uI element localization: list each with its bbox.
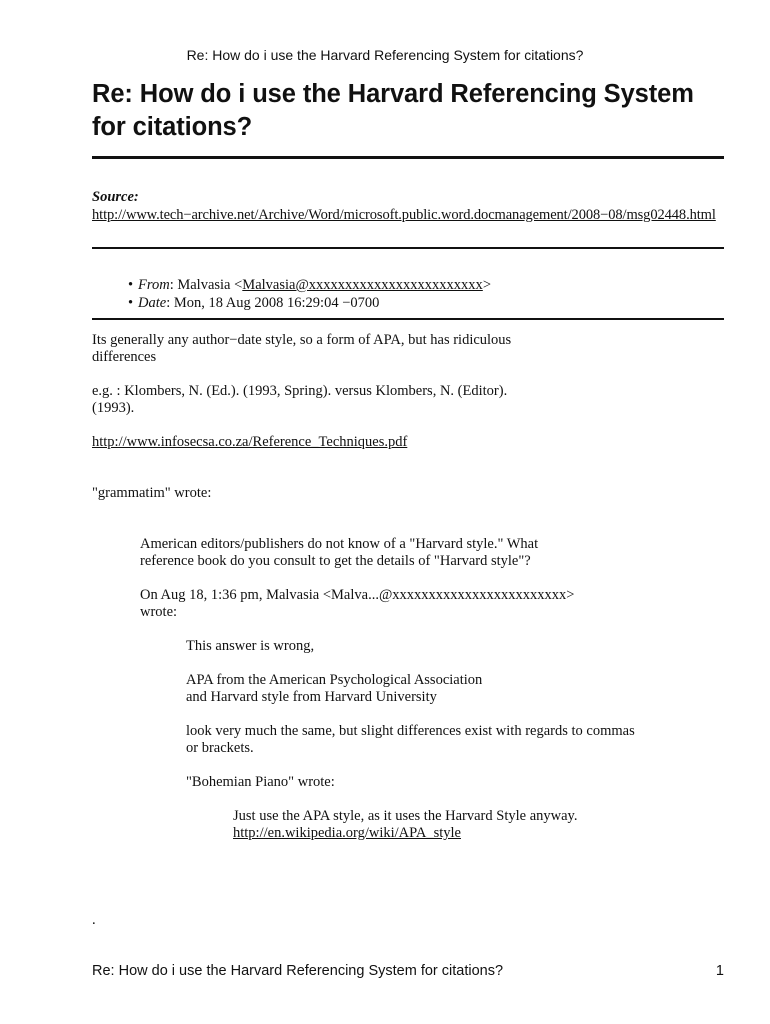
paragraph-line: wrote: xyxy=(140,604,178,620)
bullet-icon: • xyxy=(128,277,134,293)
paragraph-line: On Aug 18, 1:36 pm, Malvasia <Malva...@xxxxxxxxxxxxxxxxxxxxxxxx> xyxy=(140,587,575,603)
paragraph-line: or brackets. xyxy=(186,740,254,756)
page-number: 1 xyxy=(715,963,724,979)
paragraph-line: differences xyxy=(92,349,157,365)
meta-divider xyxy=(92,318,724,320)
reference-techniques-link[interactable]: http://www.infosecsa.co.za/Reference_Techniques.pdf xyxy=(92,434,408,450)
quote-attribution: "grammatim" wrote: xyxy=(92,485,212,501)
from-name: Malvasia < xyxy=(177,277,243,293)
page-title-line-1: Re: How do i use the Harvard Referencing System xyxy=(92,80,694,108)
page-title xyxy=(92,76,724,144)
paragraph xyxy=(140,587,724,621)
date-label: Date xyxy=(138,295,167,311)
paragraph-line: APA from the American Psychological Association xyxy=(186,672,483,688)
paragraph xyxy=(186,672,724,706)
message-meta xyxy=(92,276,724,312)
title-divider xyxy=(92,156,724,159)
paragraph xyxy=(92,434,724,451)
paragraph xyxy=(140,536,724,570)
quote-level-2 xyxy=(186,638,724,842)
quote-level-3 xyxy=(233,808,724,842)
message-text xyxy=(92,332,724,929)
meta-date: • Date: Mon, 18 Aug 2008 16:29:04 −0700 xyxy=(128,295,380,311)
source-label: Source: xyxy=(92,189,139,205)
paragraph-line: Its generally any author−date style, so a form of APA, but has ridiculous xyxy=(92,332,512,348)
paragraph: This answer is wrong, xyxy=(186,638,315,654)
paragraph xyxy=(92,332,724,366)
running-header: Re: How do i use the Harvard Referencing System for citations? xyxy=(186,47,584,63)
paragraph-line: reference book do you consult to get the details of "Harvard style"? xyxy=(140,553,531,569)
trailing-dot: . xyxy=(92,912,96,928)
source-block xyxy=(92,188,724,224)
paragraph xyxy=(186,723,724,757)
document-body xyxy=(92,76,724,929)
date-value: Mon, 18 Aug 2008 16:29:04 −0700 xyxy=(173,295,380,311)
source-link[interactable]: http://www.tech−archive.net/Archive/Word/microsoft.public.word.docmanagement/2008−08/msg02448.html xyxy=(92,207,716,223)
footer-title: Re: How do i use the Harvard Referencing System for citations? xyxy=(92,963,504,979)
bullet-icon: • xyxy=(128,295,134,311)
from-close: > xyxy=(482,277,491,293)
from-email-link[interactable]: Malvasia@xxxxxxxxxxxxxxxxxxxxxxxx xyxy=(242,277,483,293)
paragraph-line: and Harvard style from Harvard University xyxy=(186,689,437,705)
paragraph-line: look very much the same, but slight differences exist with regards to commas xyxy=(186,723,635,739)
source-divider xyxy=(92,247,724,249)
page-footer xyxy=(92,963,724,979)
paragraph xyxy=(92,383,724,417)
meta-from: • From: Malvasia <Malvasia@xxxxxxxxxxxxxxxxxxxxxxxx> xyxy=(128,277,491,293)
quote-attribution: "Bohemian Piano" wrote: xyxy=(186,774,335,790)
quote-level-1 xyxy=(140,536,724,842)
paragraph-line: e.g. : Klombers, N. (Ed.). (1993, Spring). versus Klombers, N. (Editor). xyxy=(92,383,508,399)
paragraph: Just use the APA style, as it uses the Harvard Style anyway. xyxy=(233,808,578,824)
from-label: From xyxy=(138,277,170,293)
page-title-line-2: for citations? xyxy=(92,113,253,141)
paragraph-line: (1993). xyxy=(92,400,135,416)
paragraph-line: American editors/publishers do not know of a "Harvard style." What xyxy=(140,536,539,552)
apa-style-wikipedia-link[interactable]: http://en.wikipedia.org/wiki/APA_style xyxy=(233,825,461,841)
